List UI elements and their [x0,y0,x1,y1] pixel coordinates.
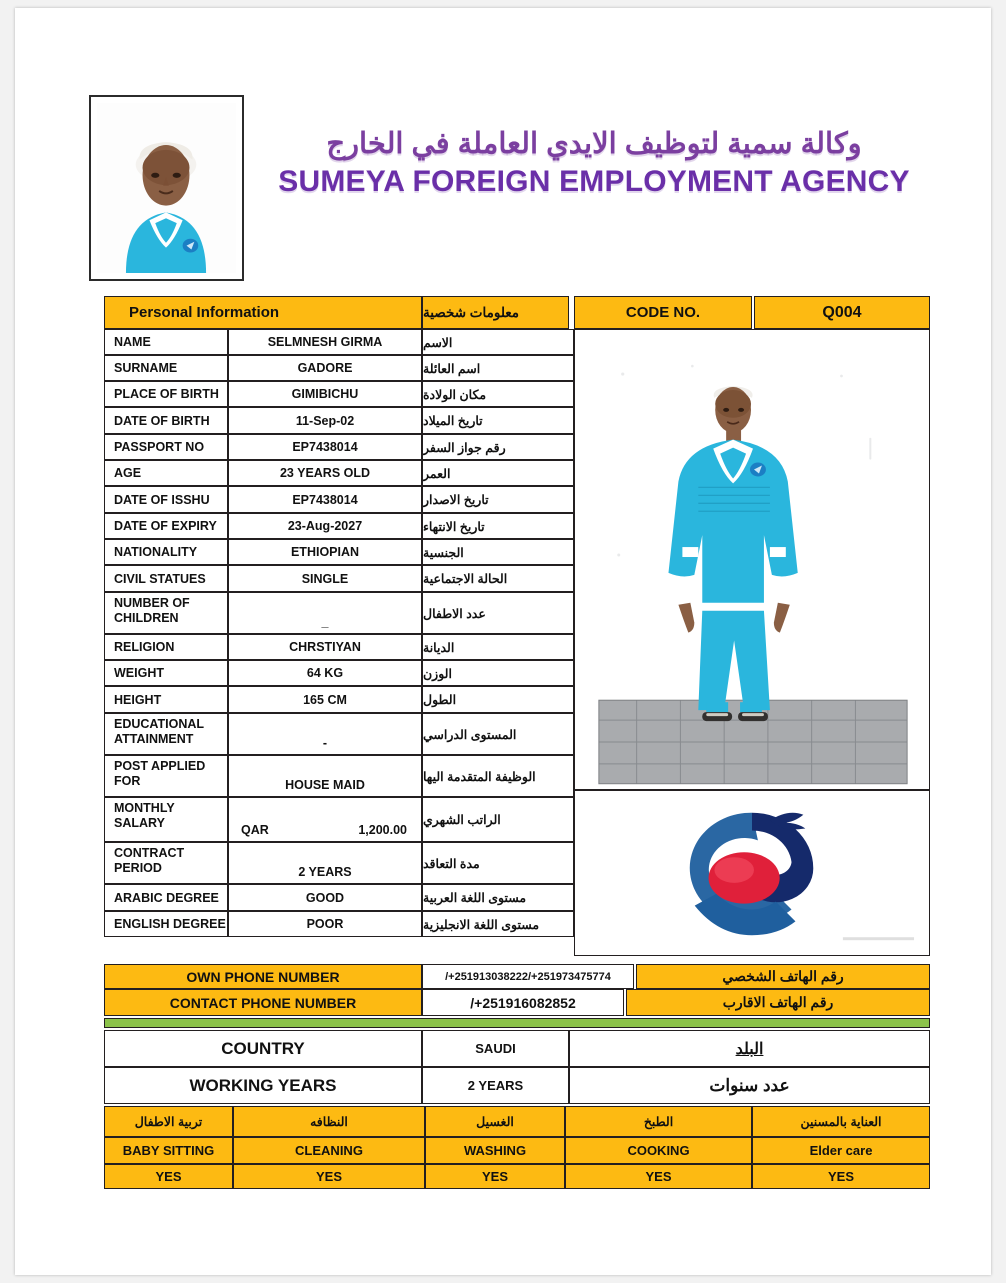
row-label-ar-14: المستوى الدراسي [422,713,574,755]
row-value-17[interactable]: 2 YEARS [228,842,422,884]
row-label-ar-18: مستوى اللغة العربية [422,884,574,911]
personal-information-header-en: Personal Information [104,296,422,329]
row-label-en-6: DATE OF ISSHU [104,486,228,513]
row-label-en-19: ENGLISH DEGREE [104,911,228,937]
skill-label-ar-0: تربية الاطفال [104,1106,233,1137]
row-value-19[interactable]: POOR [228,911,422,937]
row-value-15[interactable]: HOUSE MAID [228,755,422,797]
row-label-en-8: NATIONALITY [104,539,228,565]
green-divider [104,1018,930,1028]
row-label-ar-0: الاسم [422,329,574,355]
row-value-13[interactable]: 165 CM [228,686,422,713]
row-value-12[interactable]: 64 KG [228,660,422,686]
skill-value-0[interactable]: YES [104,1164,233,1189]
row-value-1[interactable]: GADORE [228,355,422,381]
row-label-en-3: DATE OF BIRTH [104,407,228,434]
row-label-ar-7: تاريخ الانتهاء [422,513,574,539]
row-value-6[interactable]: EP7438014 [228,486,422,513]
skill-value-1[interactable]: YES [233,1164,425,1189]
row-label-ar-4: رقم جواز السفر [422,434,574,460]
row-value-8[interactable]: ETHIOPIAN [228,539,422,565]
row-label-en-11: RELIGION [104,634,228,660]
row-value-4[interactable]: EP7438014 [228,434,422,460]
row-label-ar-15: الوظيفة المتقدمة اليها [422,755,574,797]
row-label-en-9: CIVIL STATUES [104,565,228,592]
skill-value-2[interactable]: YES [425,1164,565,1189]
row-value-16[interactable] [228,797,422,842]
row-label-en-15: POST APPLIED FOR [104,755,228,797]
code-no-value: Q004 [754,296,930,329]
row-label-ar-17: مدة التعاقد [422,842,574,884]
row-value-7[interactable]: 23-Aug-2027 [228,513,422,539]
own-phone-label-ar: رقم الهاتف الشخصي [636,964,930,989]
row-label-ar-1: اسم العائلة [422,355,574,381]
row-label-ar-19: مستوى اللغة الانجليزية [422,911,574,937]
agency-title-english: SUMEYA FOREIGN EMPLOYMENT AGENCY [278,164,910,198]
row-value-14[interactable]: - [228,713,422,755]
row-label-ar-9: الحالة الاجتماعية [422,565,574,592]
row-value-10[interactable]: _ [228,592,422,634]
document-page [15,8,991,1275]
agency-logo [574,790,930,956]
row-label-ar-11: الديانة [422,634,574,660]
row-label-en-14: EDUCATIONAL ATTAINMENT [104,713,228,755]
row-label-en-17: CONTRACT PERIOD [104,842,228,884]
row-label-en-13: HEIGHT [104,686,228,713]
row-label-ar-6: تاريخ الاصدار [422,486,574,513]
personal-information-header-ar: معلومات شخصية [422,296,569,329]
working-years-label-en: WORKING YEARS [104,1067,422,1104]
row-label-ar-10: عدد الاطفال [422,592,574,634]
country-label-en: COUNTRY [104,1030,422,1067]
row-value-11[interactable]: CHRSTIYAN [228,634,422,660]
row-value-18[interactable]: GOOD [228,884,422,911]
own-phone-value[interactable]: /+251913038222/+251973475774 [422,964,634,989]
row-label-ar-8: الجنسية [422,539,574,565]
row-value-3[interactable]: 11-Sep-02 [228,407,422,434]
skill-label-en-0: BABY SITTING [104,1137,233,1164]
row-label-en-1: SURNAME [104,355,228,381]
skill-label-en-1: CLEANING [233,1137,425,1164]
row-label-en-7: DATE OF EXPIRY [104,513,228,539]
row-label-en-18: ARABIC DEGREE [104,884,228,911]
row-label-en-10: NUMBER OF CHILDREN [104,592,228,634]
row-label-ar-13: الطول [422,686,574,713]
salary-amount: 1,200.00 [358,823,407,837]
own-phone-label-en: OWN PHONE NUMBER [104,964,422,989]
working-years-value: 2 YEARS [422,1067,569,1104]
skill-label-en-2: WASHING [425,1137,565,1164]
row-label-ar-5: العمر [422,460,574,486]
contact-phone-value[interactable]: /+251916082852 [422,989,624,1016]
row-label-ar-16: الراتب الشهري [422,797,574,842]
country-label-ar: البلد [569,1030,930,1067]
skill-value-4[interactable]: YES [752,1164,930,1189]
row-label-en-12: WEIGHT [104,660,228,686]
contact-phone-label-en: CONTACT PHONE NUMBER [104,989,422,1016]
logo-watermark [923,949,924,952]
skill-label-ar-3: الطبخ [565,1106,752,1137]
row-label-ar-2: مكان الولادة [422,381,574,407]
row-value-0[interactable]: SELMNESH GIRMA [228,329,422,355]
row-value-5[interactable]: 23 YEARS OLD [228,460,422,486]
agency-titles [249,95,939,199]
skill-label-ar-1: النظافه [233,1106,425,1137]
contact-phone-label-ar: رقم الهاتف الاقارب [626,989,930,1016]
country-value: SAUDI [422,1030,569,1067]
row-label-en-5: AGE [104,460,228,486]
row-value-9[interactable]: SINGLE [228,565,422,592]
skill-label-en-4: Elder care [752,1137,930,1164]
skill-value-3[interactable]: YES [565,1164,752,1189]
skill-label-en-3: COOKING [565,1137,752,1164]
agency-title-arabic: وكالة سمية لتوظيف الايدي العاملة في الخارج [326,128,862,160]
row-value-2[interactable]: GIMIBICHU [228,381,422,407]
row-label-en-16: MONTHLY SALARY [104,797,228,842]
row-label-en-0: NAME [104,329,228,355]
full-body-photo [574,329,930,790]
row-label-ar-12: الوزن [422,660,574,686]
skill-label-ar-2: الغسيل [425,1106,565,1137]
working-years-label-ar: عدد سنوات [569,1067,930,1104]
row-label-en-2: PLACE OF BIRTH [104,381,228,407]
code-no-label: CODE NO. [574,296,752,329]
row-label-ar-3: تاريخ الميلاد [422,407,574,434]
passport-photo-frame [89,95,244,281]
row-label-en-4: PASSPORT NO [104,434,228,460]
salary-currency: QAR [241,823,269,837]
skill-label-ar-4: العناية بالمسنين [752,1106,930,1137]
passport-photo [97,103,236,273]
document-header [89,95,939,290]
